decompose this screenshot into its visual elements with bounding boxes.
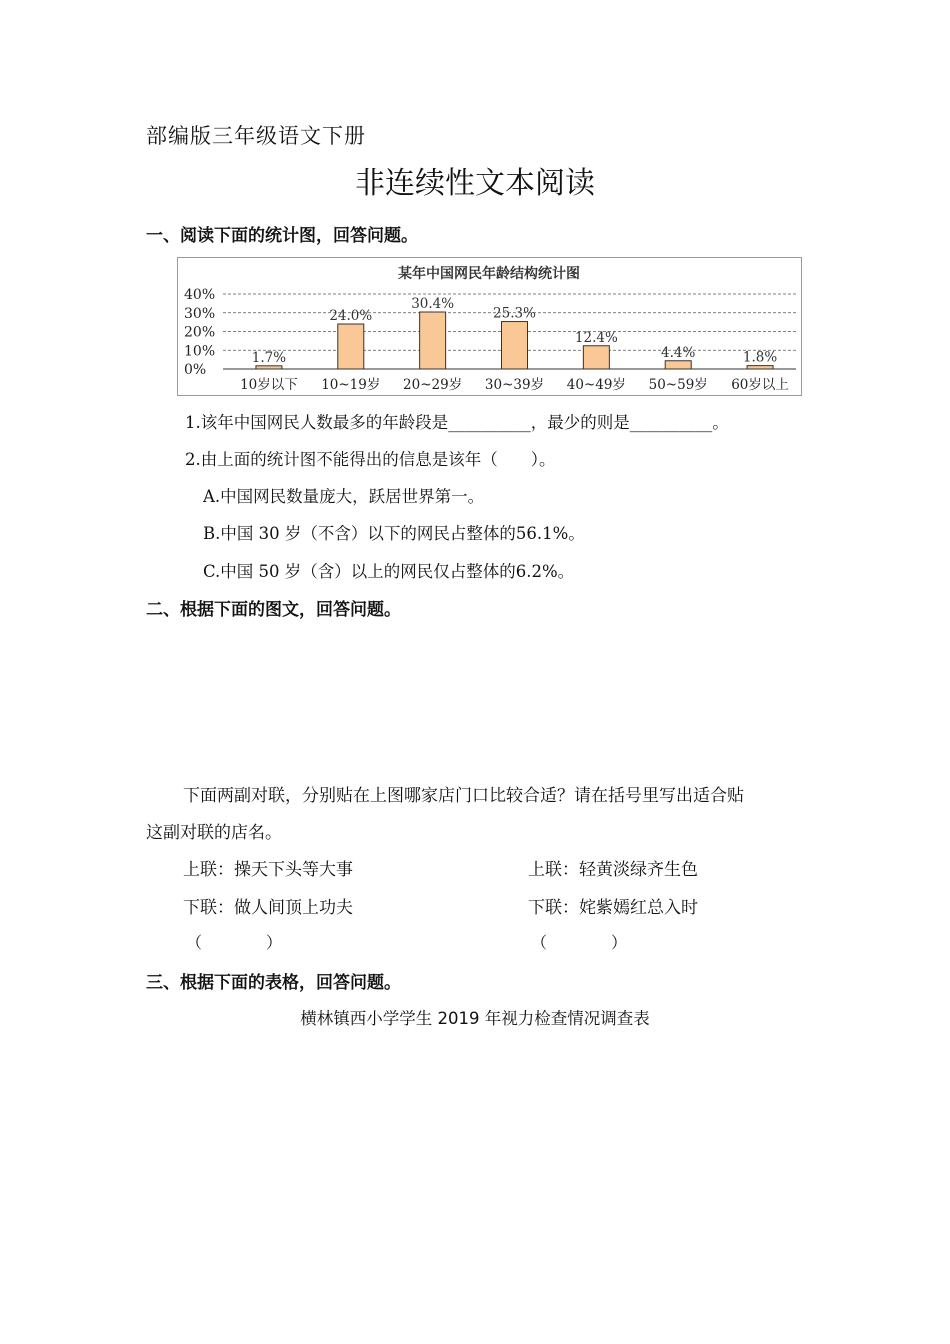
couplet2-upper: 上联：轻黄淡绿齐生色 [528,860,698,880]
document-header: 部编版三年级语文下册 [146,124,366,148]
bar-chart [177,257,802,396]
data-label: 25.3% [493,305,536,322]
bar [583,346,609,369]
couplet1-answer-blank[interactable]: （ ） [186,933,283,952]
page-title: 非连续性文本阅读 [355,166,595,201]
y-tick-label: 30% [184,305,216,322]
data-label: 1.8% [742,349,778,366]
bar [256,366,282,369]
x-tick-label: 30~39岁 [484,377,545,393]
data-label: 1.7% [251,349,287,366]
option-c: C.中国 50 岁（含）以上的网民仅占整体的6.2%。 [203,562,575,581]
data-label: 30.4% [411,296,455,312]
data-label: 4.4% [661,344,696,361]
chart-title: 某年中国网民年龄结构统计图 [398,266,580,282]
x-tick-label: 20~29岁 [403,377,463,393]
bar [665,361,691,369]
question-2: 2.由上面的统计图不能得出的信息是该年（ ）。 [185,450,556,469]
y-tick-label: 20% [184,324,216,341]
data-label: 24.0% [329,308,373,324]
x-tick-label: 40~49岁 [566,377,626,393]
x-tick-label: 60岁以上 [731,377,789,393]
section2-paragraph-line1: 下面两副对联，分别贴在上图哪家店门口比较合适？请在括号里写出适合贴 [183,786,744,806]
couplet2-answer-blank[interactable]: （ ） [531,933,628,952]
section3-heading: 三、根据下面的表格，回答问题。 [146,973,401,993]
bar [420,312,446,369]
table-title: 横林镇西小学学生 2019 年视力检查情况调查表 [300,1009,650,1028]
bar [502,322,528,369]
bar [747,366,773,369]
section2-paragraph-line2: 这副对联的店名。 [146,823,282,843]
section2-heading: 二、根据下面的图文，回答问题。 [146,600,401,620]
section1-heading: 一、阅读下面的统计图，回答问题。 [146,226,418,246]
couplet1-upper: 上联：操天下头等大事 [183,860,353,880]
x-tick-label: 50~59岁 [648,377,708,393]
y-tick-label: 40% [184,287,216,303]
option-b: B.中国 30 岁（不含）以下的网民占整体的56.1%。 [203,524,585,543]
option-a: A.中国网民数量庞大，跃居世界第一。 [203,487,485,506]
couplet2-lower: 下联：姹紫嫣红总入时 [528,898,698,918]
y-tick-label: 0% [184,362,207,378]
bar-chart-svg [178,258,801,395]
question-1: 1.该年中国网民人数最多的年龄段是__________，最少的则是__________。 [185,413,729,432]
y-tick-label: 10% [184,343,216,360]
data-label: 12.4% [574,329,618,346]
bar [338,324,364,369]
couplet1-lower: 下联：做人间顶上功夫 [183,898,353,918]
x-tick-label: 10~19岁 [321,377,381,393]
x-tick-label: 10岁以下 [240,377,298,393]
